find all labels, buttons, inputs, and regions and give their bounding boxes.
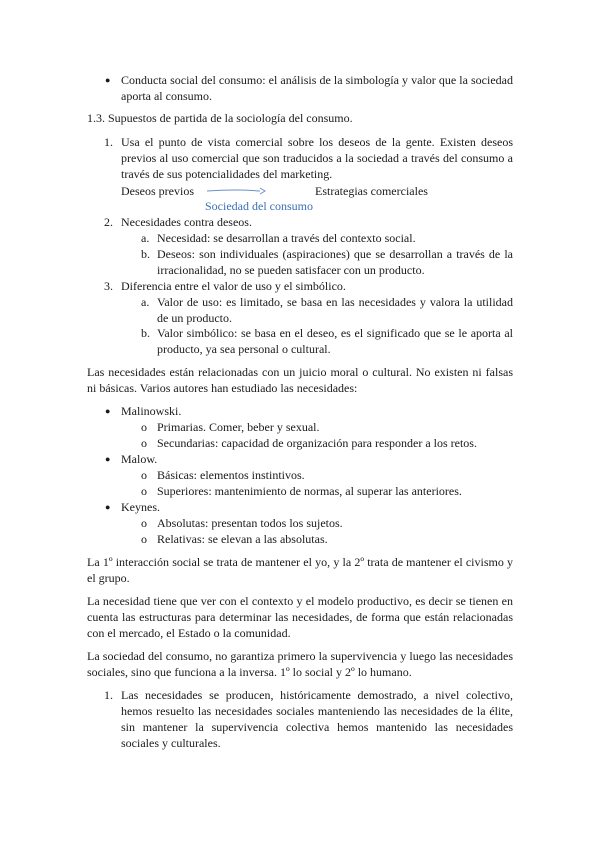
- arrow-icon: [205, 186, 267, 196]
- sub-item-text: Valor simbólico: se basa en el deseo, es el significado que se le aporta al producto, ya sea personal o cultural.: [157, 326, 513, 356]
- bullet-marker: ●: [105, 406, 111, 416]
- bullet-marker: ●: [105, 454, 111, 464]
- sub-marker: o: [141, 468, 147, 482]
- sub-item-text: Superiores: mantenimiento de normas, al superar las anteriores.: [157, 484, 462, 498]
- section-heading: 1.3. Supuestos de partida de la sociología del consumo.: [87, 111, 353, 125]
- diagram-below-label: Sociedad del consumo: [205, 199, 313, 213]
- sub-item-text: Básicas: elementos instintivos.: [157, 468, 305, 482]
- sub-item-text: Deseos: son individuales (aspiraciones) que se desarrollan a través de la irracionalidad, no se pueden satisfacer con un producto.: [157, 247, 513, 277]
- list-item-text: Necesidades contra deseos.: [121, 215, 252, 229]
- paragraph: La necesidad tiene que ver con el contexto y el modelo productivo, es decir se tienen en cuenta las estructuras para determinar las necesidades, de forma que están relacionadas con el mercado, el Estado o la comunidad.: [87, 594, 513, 640]
- list-item-text: Las necesidades se producen, históricamente demostrado, a nivel colectivo, hemos resuelto las necesidades sociales manteniendo las necesidades de la élite, sin mantener la supervivencia colectiva hemos mantenido las necesidades sociales y culturales.: [121, 688, 513, 750]
- sub-item-text: Absolutas: presentan todos los sujetos.: [157, 516, 343, 530]
- sub-marker: o: [141, 420, 147, 434]
- paragraph: La sociedad del consumo, no garantiza primero la supervivencia y luego las necesidades sociales, sino que funciona a la inversa. 1º lo social y 2º lo humano.: [87, 649, 513, 679]
- sub-item-text: Primarias. Comer, beber y sexual.: [157, 420, 320, 434]
- author-name: Malow.: [121, 452, 158, 466]
- sub-item-text: Necesidad: se desarrollan a través del contexto social.: [157, 231, 416, 245]
- sub-marker: o: [141, 484, 147, 498]
- list-number: 1.: [104, 135, 113, 149]
- sub-marker: o: [141, 436, 147, 450]
- diagram-right-label: Estrategias comerciales: [315, 184, 428, 198]
- sub-marker: o: [141, 516, 147, 530]
- paragraph: La 1º interacción social se trata de mantener el yo, y la 2º trata de mantener el civismo y el grupo.: [87, 555, 513, 585]
- sub-letter: a.: [141, 231, 150, 245]
- sub-letter: a.: [141, 295, 150, 309]
- author-name: Keynes.: [121, 500, 160, 514]
- list-item-text: Diferencia entre el valor de uso y el simbólico.: [121, 279, 346, 293]
- sub-letter: b.: [141, 326, 150, 340]
- bullet-marker: ●: [105, 75, 111, 85]
- bullet-marker: ●: [105, 502, 111, 512]
- list-number: 2.: [104, 215, 113, 229]
- sub-item-text: Secundarias: capacidad de organización para responder a los retos.: [157, 436, 477, 450]
- list-number: 1.: [104, 688, 113, 702]
- list-item-text: Usa el punto de vista comercial sobre los deseos de la gente. Existen deseos previos al uso comercial que son traducidos a la sociedad a través del consumo a través de sus potencialidades del marketing.: [121, 135, 513, 181]
- sub-item-text: Valor de uso: es limitado, se basa en las necesidades y valora la utilidad de un producto.: [157, 295, 513, 325]
- sub-item-text: Relativas: se elevan a las absolutas.: [157, 532, 328, 546]
- paragraph: Las necesidades están relacionadas con un juicio moral o cultural. No existen ni falsas ni básicas. Varios autores han estudiado las necesidades:: [87, 365, 513, 395]
- list-number: 3.: [104, 279, 113, 293]
- sub-marker: o: [141, 532, 147, 546]
- sub-letter: b.: [141, 247, 150, 261]
- top-bullet-text: Conducta social del consumo: el análisis de la simbología y valor que la sociedad aporta al consumo.: [121, 73, 513, 103]
- diagram-left-label: Deseos previos: [121, 184, 194, 198]
- author-name: Malinowski.: [121, 404, 182, 418]
